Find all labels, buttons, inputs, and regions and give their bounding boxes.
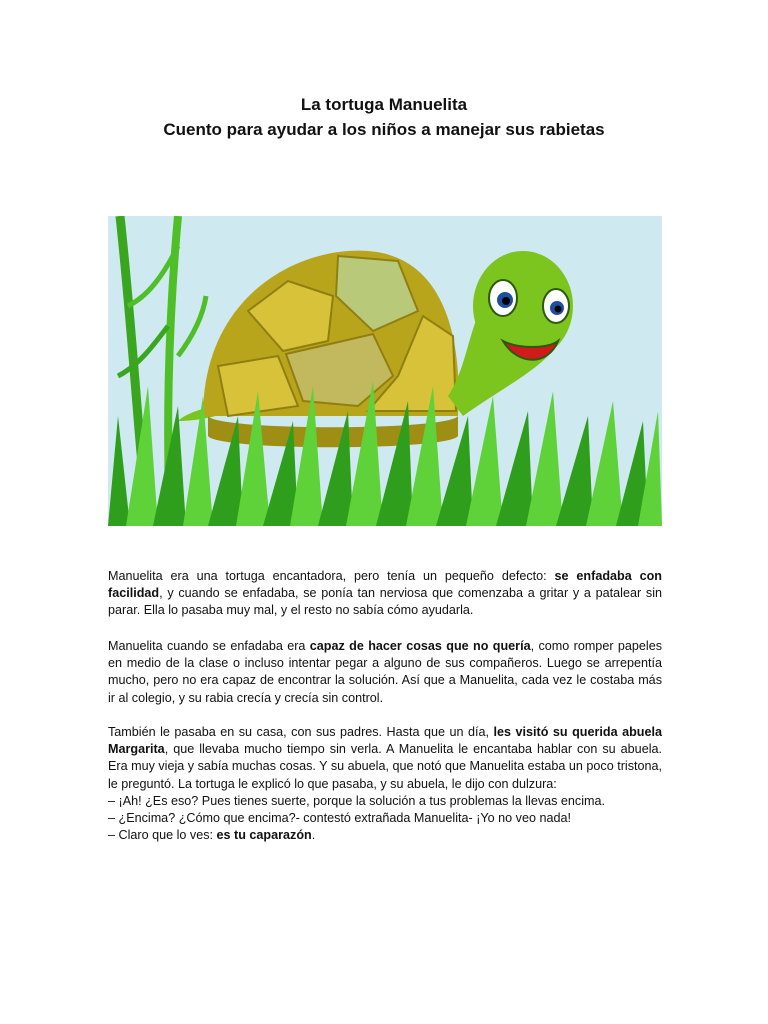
dialogue-line-3 — [108, 827, 662, 844]
p3-bold: les visitó su querida abuela Margarita — [108, 725, 662, 757]
dialogue-line-2: – ¿Encima? ¿Cómo que encima?- contestó extrañada Manuelita- ¡Yo no veo nada! — [108, 811, 571, 826]
line3-bold: es tu caparazón — [216, 828, 312, 843]
dialogue-line-1: – ¡Ah! ¿Es eso? Pues tienes suerte, porque la solución a tus problemas la llevas encima. — [108, 793, 606, 808]
p3-text-a: También le pasaba en su casa, con sus padres. Hasta que un día, — [108, 725, 494, 739]
p1-bold: se enfadaba con facilidad — [108, 569, 662, 601]
p1-text-c: , y cuando se enfadaba, se ponía tan nerviosa que comenzaba a gritar y a patalear sin parar. Ella lo pasaba muy mal, y el resto no sabía cómo ayudarla. — [108, 586, 662, 618]
line3-text-c: . — [311, 828, 316, 843]
document-title: La tortuga Manuelita — [300, 95, 468, 114]
p2-text-c: , como romper papeles en medio de la clase o incluso intentar pegar a alguno de sus compañeros. Luego se arrepentía mucho, pero no era capaz de encontrar la solución. Así que a Manuelita, cada vez le costaba más ir al colegio, y su rabia crecía y crecía sin control. — [108, 639, 662, 705]
paragraph-1 — [108, 568, 662, 620]
paragraph-3 — [108, 724, 662, 844]
p3-text-c: , que llevaba mucho tiempo sin verla. A Manuelita le encantaba hablar con su abuela. Era muy vieja y sabía muchas cosas. Y su abuela, que notó que Manuelita estaba un poco tristona, le preguntó. La tortuga le explicó lo que pasaba, y su abuela, le dijo con dulzura: — [108, 742, 663, 791]
line3-text-a: – Claro que lo ves: — [108, 828, 217, 843]
p1-text-a: Manuelita era una tortuga encantadora, pero tenía un pequeño defecto: — [108, 569, 555, 583]
turtle-illustration — [108, 216, 662, 526]
p2-text-a: Manuelita cuando se enfadaba era — [108, 639, 310, 653]
paragraph-2 — [108, 638, 662, 707]
p2-bold: capaz de hacer cosas que no quería — [309, 639, 531, 653]
document-subtitle: Cuento para ayudar a los niños a manejar sus rabietas — [163, 120, 605, 139]
